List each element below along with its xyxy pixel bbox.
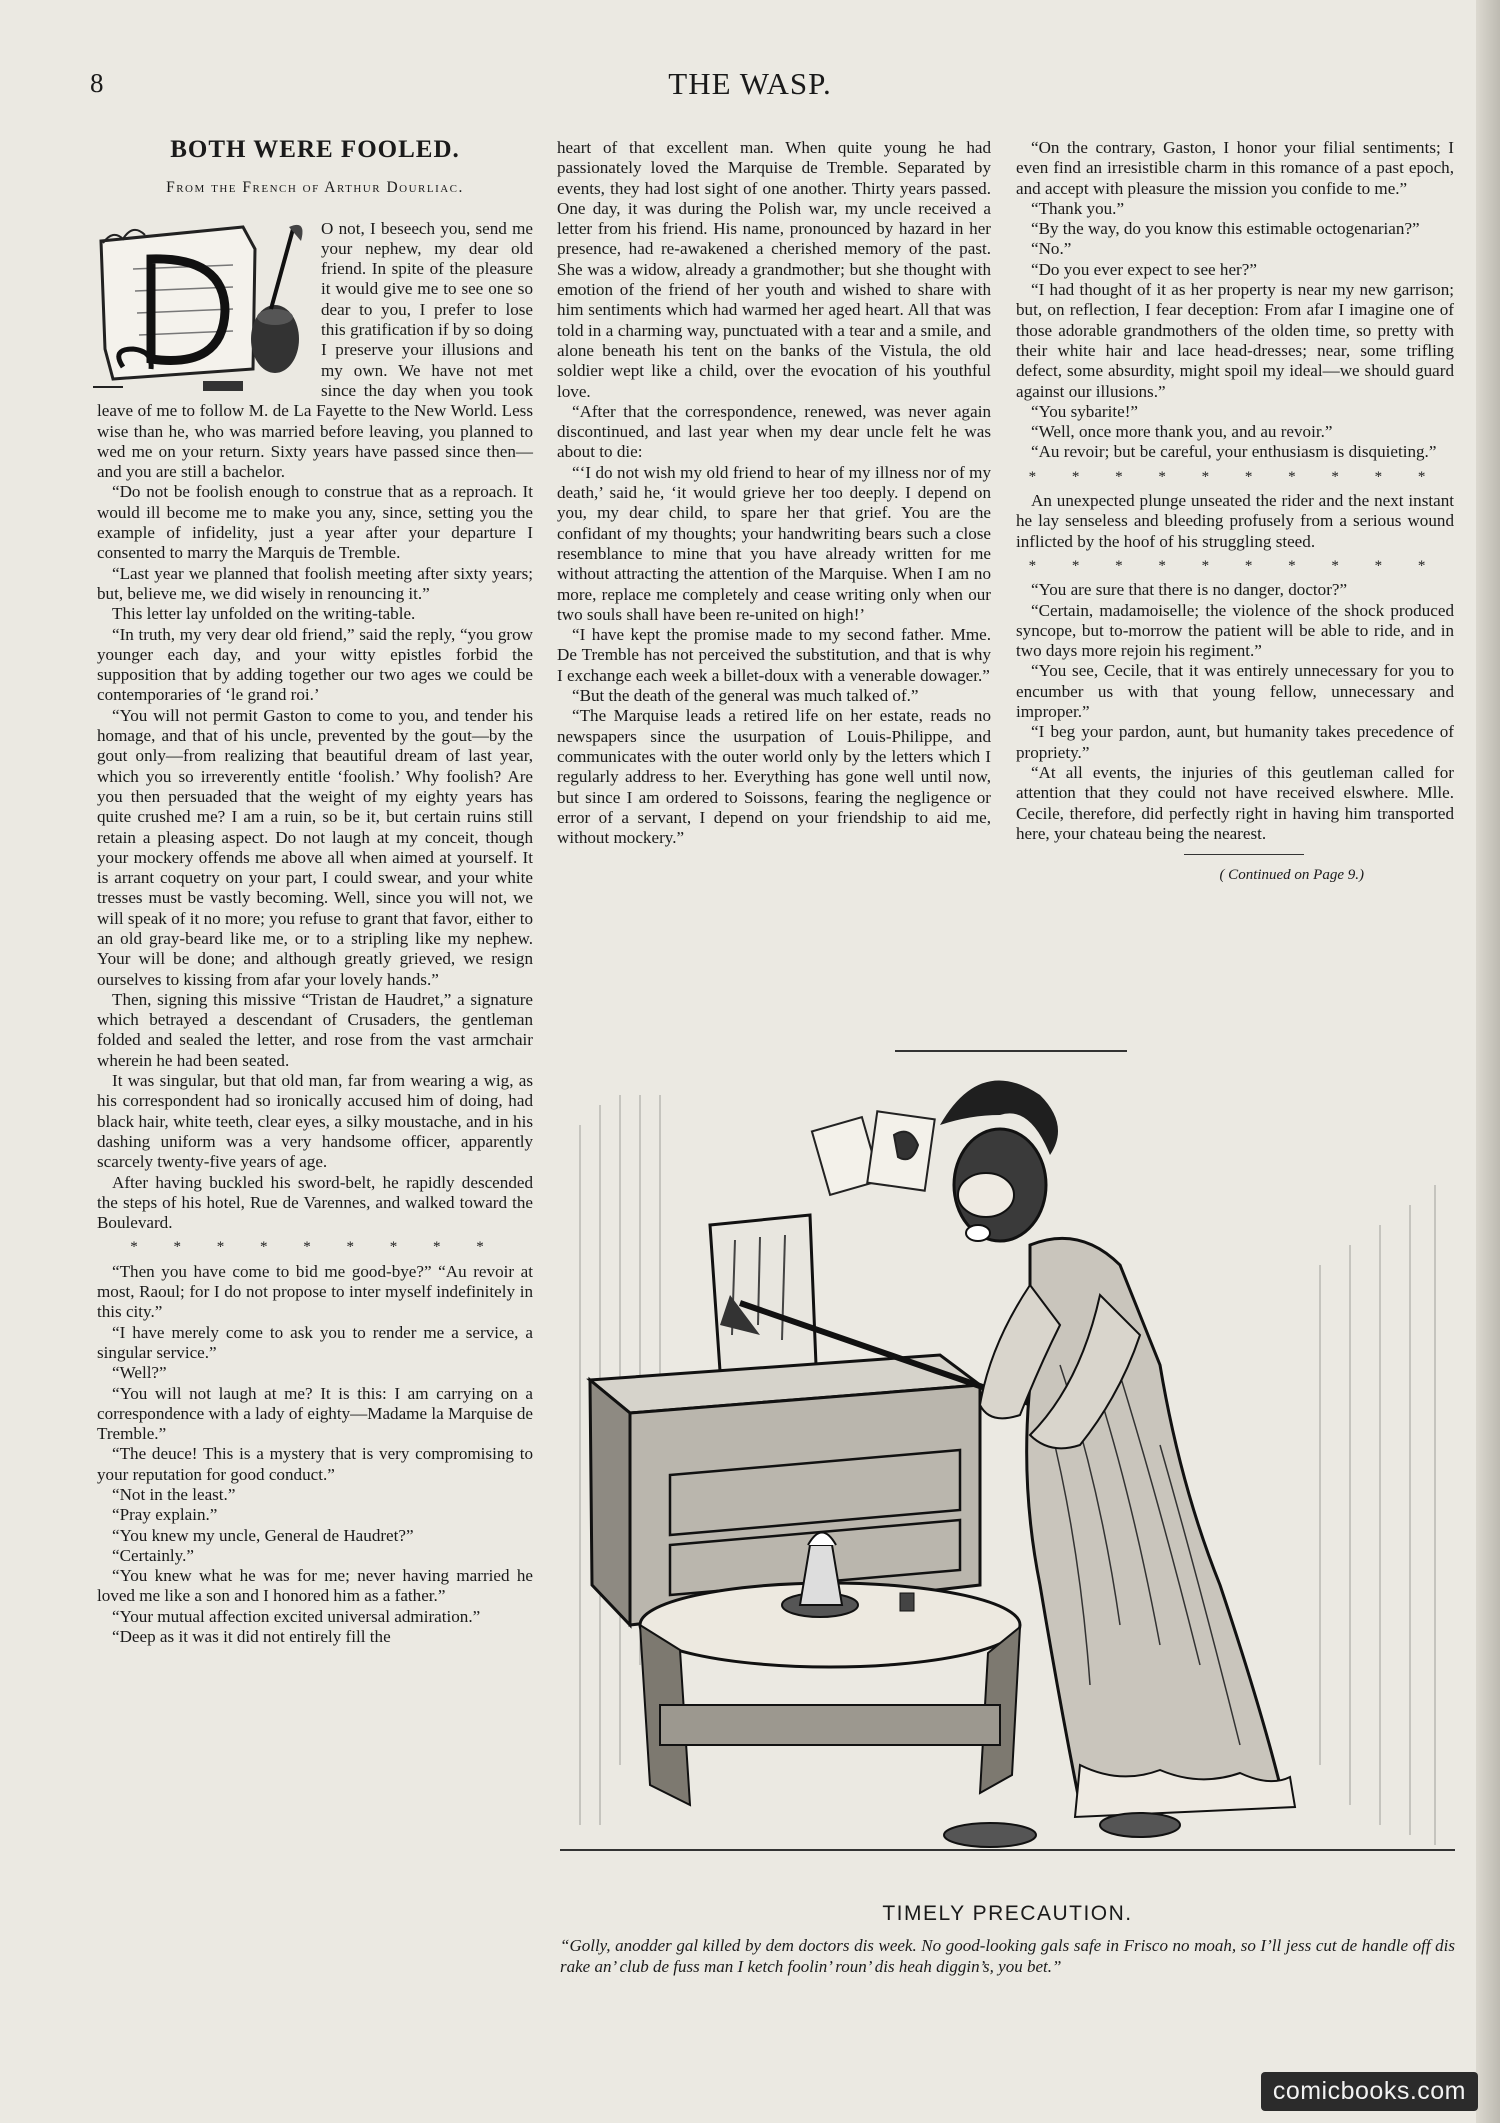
section-break: * * * * * * * * *	[130, 1239, 500, 1256]
story-byline: From the French of Arthur Dourliac.	[166, 179, 464, 197]
story-paragraph: “By the way, do you know this estimable octogenarian?”	[1031, 219, 1420, 239]
story-paragraph: “The Marquise leads a retired life on her estate, reads no newspapers since the usurpation of Louis-Philippe, and communicates with the outer world only by the letters which I regularly address to her. Everything has gone well until now, but since I am ordered to Soissons, fearing the negligence or error of a servant, I depend on your friendship to aid me, without mockery.”	[557, 706, 991, 848]
section-break: * * * * * * * * * *	[1028, 557, 1442, 574]
page-edge-shadow	[1476, 0, 1500, 2123]
cartoon-title: TIMELY PRECAUTION.	[882, 1902, 1133, 1925]
story-paragraph: “You knew what he was for me; never having married he loved me like a son and I honored him as a father.”	[97, 1566, 533, 1606]
story-paragraph: “But the death of the general was much talked of.”	[572, 686, 919, 706]
story-paragraph: “You see, Cecile, that it was entirely unnecessary for you to encumber us with that young fellow, unnecessary and improper.”	[1016, 661, 1454, 722]
story-paragraph: “On the contrary, Gaston, I honor your filial sentiments; I even find an irresistible charm in this romance of a past epoch, and accept with pleasure the mission you confide to me.”	[1016, 138, 1454, 198]
story-paragraph: It was singular, but that old man, far from wearing a wig, as his correspondent had so ironically accused him of doing, had black hair, white teeth, clear eyes, a silky moustache, and in his dashing uniform was a very handsome officer, apparently scarcely twenty-five years of age.	[97, 1071, 533, 1172]
story-paragraph: “Well, once more thank you, and au revoir.”	[1031, 422, 1333, 442]
story-title: BOTH WERE FOOLED.	[170, 136, 460, 163]
story-paragraph: “You sybarite!”	[1031, 401, 1138, 421]
story-paragraph: “Last year we planned that foolish meeting after sixty years; but, believe me, we did wisely in renouncing it.”	[97, 563, 533, 603]
story-paragraph: “Au revoir; but be careful, your enthusiasm is disquieting.”	[1031, 442, 1437, 462]
story-paragraph: “I beg your pardon, aunt, but humanity takes precedence of propriety.”	[1016, 722, 1454, 762]
story-paragraph: “The deuce! This is a mystery that is very compromising to your reputation for good conduct.”	[97, 1444, 533, 1484]
story-paragraph: “Not in the least.”	[112, 1485, 236, 1504]
continued-rule	[1184, 854, 1304, 855]
story-paragraph: O not, I beseech you, send me your nephew, my dear old friend. In spite of the pleasure it would give me to see one so dear to you, I prefer to lose this gratification if by so doing I preserve your illusions and my own. We have not met since the day when you took leave of me to follow M. de La Fayette to the New World. Less wise than he, who was married before leaving, you planned to wed me on your return. Sixty years have passed since then—and you are still a bachelor.	[97, 218, 533, 482]
story-paragraph: An unexpected plunge unseated the rider and the next instant he lay senseless and bleeding profusely from a serious wound inflicted by the hoof of his struggling steed.	[1016, 491, 1454, 551]
story-paragraph: “Certain, madamoiselle; the violence of the shock produced syncope, but to-morrow the patient will be able to ride, and in two days more rejoin his regiment.”	[1016, 600, 1454, 661]
section-divider	[895, 1050, 1127, 1052]
continued-note: ( Continued on Page 9.)	[1219, 867, 1364, 884]
story-paragraph: “Well?”	[112, 1363, 167, 1383]
story-paragraph: “You will not permit Gaston to come to you, and tender his homage, and that of his uncle, prevented by the gout—by the gout only—from realizing that beautiful dream of last year, which you so irreverently entitle ‘foolish.’ Why foolish? Are you then persuaded that the weight of my eighty years has quite crushed me? I am a ruin, so be it, but certain ruins still retain a pleasing aspect. Do not laugh at my conceit, though your mockery offends me above all when aimed at yourself. It is arrant coquetry on your part, I could swear, and your white tresses must be vastly becoming. Well, since you will not, we will speak of it no more; you refuse to grant that favor, either to an old gray-beard like me, or to a stripling like my nephew. Your will be done; and although greatly grieved, we resign ourselves to kissing from afar your lovely hands.”	[97, 705, 533, 989]
story-paragraph: “No.”	[1031, 239, 1072, 259]
story-paragraph: “After that the correspondence, renewed, was never again discontinued, and last year when my dear uncle felt he was about to die:	[557, 401, 991, 462]
story-paragraph: After having buckled his sword-belt, he rapidly descended the steps of his hotel, Rue de Varennes, and walked toward the Boulevard.	[97, 1172, 533, 1233]
story-paragraph: “Certainly.”	[112, 1545, 194, 1565]
story-paragraph: “You will not laugh at me? It is this: I am carrying on a correspondence with a lady of eighty—Madame la Marquise de Tremble.”	[97, 1383, 533, 1444]
story-paragraph: “You knew my uncle, General de Haudret?”	[112, 1525, 414, 1545]
story-paragraph: “I had thought of it as her property is near my new garrison; but, on reflection, I fear deception: From afar I imagine one of those adorable grandmothers of the olden time, so pretty with their white hair and lace head-dresses; near, some trifling defect, some absurdity, might spoil my ideal—we should guard against our illusions.”	[1016, 280, 1454, 401]
column-2	[557, 138, 991, 848]
story-paragraph: “At all events, the injuries of this geutleman called for attention that they could not have received elswhere. Mlle. Cecile, therefore, did perfectly right in having him transported here, your chateau being the nearest.	[1016, 762, 1454, 843]
story-paragraph: “I have merely come to ask you to render me a service, a singular service.”	[97, 1322, 533, 1362]
section-break: * * * * * * * * * *	[1028, 468, 1442, 485]
masthead: THE WASP.	[668, 66, 832, 101]
column-3	[1016, 138, 1454, 885]
story-paragraph: “You are sure that there is no danger, doctor?”	[1031, 580, 1348, 600]
decorative-initial-d-image	[93, 219, 315, 393]
column-1	[97, 138, 533, 1647]
story-paragraph: “In truth, my very dear old friend,” said the reply, “you grow younger each day, and your witty epistles forbid the supposition that by adding together our two ages we could be contemporaries of ‘le grand roi.’	[97, 624, 533, 705]
story-paragraph: Then, signing this missive “Tristan de Haudret,” a signature which betrayed a descendant of Crusaders, the gentleman folded and sealed the letter, and rose from the vast armchair wherein he had been seated.	[97, 989, 533, 1070]
story-paragraph: “Do not be foolish enough to construe that as a reproach. It would ill become me to make you any, since, setting you the example of infidelity, just a year after your departure I consented to marry the Marquis de Tremble.	[97, 482, 533, 563]
story-paragraph: “Pray explain.”	[112, 1505, 218, 1525]
site-watermark: comicbooks.com	[1261, 2072, 1478, 2111]
story-paragraph: This letter lay unfolded on the writing-table.	[112, 604, 416, 624]
cartoon-illustration	[560, 1065, 1455, 1855]
story-paragraph: heart of that excellent man. When quite young he had passionately loved the Marquise de Tremble. Separated by events, they had lost sight of one another. Thirty years passed. One day, it was during the Polish war, my uncle received a letter from his friend. His name, pronounced by hazard in her presence, had re-awakened a cherished memory of the past. She was a widow, already a grandmother; but she thought with emotion of the friend of her youth and wished to share with him sentiments which had warmed her aged heart. All that was told in a charming way, punctuated with a tear and a smile, and alone beneath his tent on the banks of the Vistula, the old soldier wept like a child, over the evocation of his youthful love.	[557, 138, 991, 401]
story-paragraph: “Then you have come to bid me good-bye?” “Au revoir at most, Raoul; for I do not propose to inter myself indefinitely in this city.”	[97, 1261, 533, 1322]
story-paragraph: “Your mutual affection excited universal admiration.”	[112, 1606, 481, 1626]
page-number: 8	[90, 68, 104, 98]
story-paragraph: “Thank you.”	[1031, 198, 1125, 218]
story-paragraph: “‘I do not wish my old friend to hear of my illness nor of my death,’ said he, ‘it would grieve her too deeply. I depend on you, my dear child, to spare her that grief. You are the confidant of my thoughts; your handwriting bears such a close resemblance to mine that you have already written for me without attracting the attention of the Marquise. When I am no more, replace me completely and cease writing only when our two souls shall have been re-united on high!’	[557, 462, 991, 624]
cartoon-caption: “Golly, anodder gal killed by dem doctors dis week. No good-looking gals safe in Frisco no moah, so I’ll jess cut de handle off dis rake an’ club de fuss man I ketch foolin’ roun’ dis heah diggin’s, you bet.”	[560, 1936, 1455, 1976]
story-paragraph: “Deep as it was it did not entirely fill the	[112, 1627, 391, 1647]
story-paragraph: “I have kept the promise made to my second father. Mme. De Tremble has not perceived the substitution, and that is why I exchange each week a billet-doux with a venerable dowager.”	[557, 625, 991, 685]
story-paragraph: “Do you ever expect to see her?”	[1031, 259, 1257, 279]
